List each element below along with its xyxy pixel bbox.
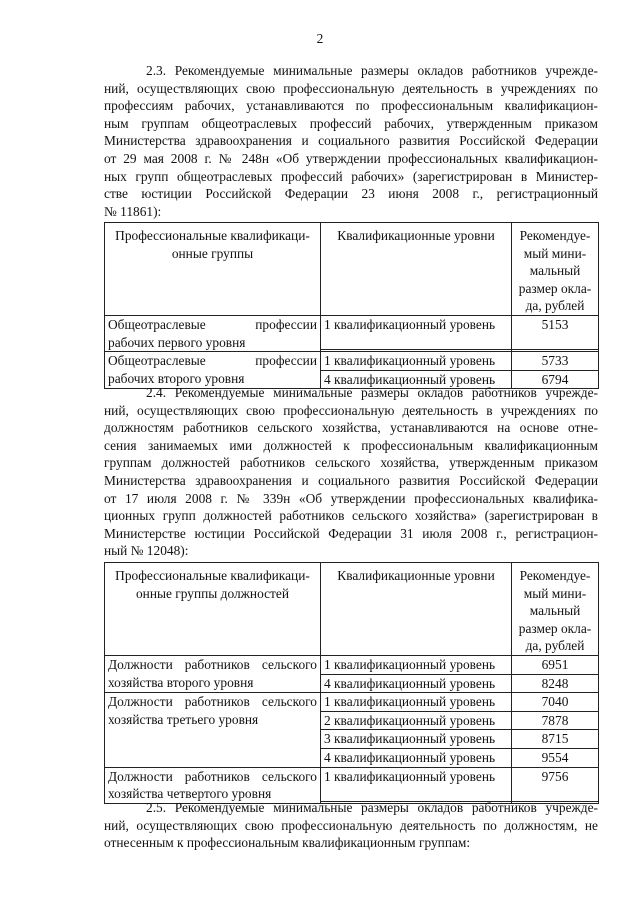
- paragraph-line: ний, осуществляющих свою профессиональную деятельность по должностям, не: [104, 817, 598, 833]
- table-row: [105, 352, 599, 371]
- paragraph-line: 2.4. Рекомендуемые минимальные размеры окладов работников учрежде-: [146, 385, 598, 400]
- header-text: онные группы должностей: [135, 585, 290, 601]
- qualification-level-cell: 2 квалификационный уровень: [321, 711, 512, 730]
- qualification-level-cell: 4 квалификационный уровень: [321, 674, 512, 693]
- qualification-level-cell: 1 квалификационный уровень: [321, 767, 512, 801]
- header-text: мый мини-: [523, 585, 587, 601]
- paragraph-line: ний, осуществляющих свою профессиональную деятельность в учреждениях по: [104, 402, 598, 418]
- paragraph-line: группам должностей работников сельского хозяйства, утвержденным приказом: [104, 455, 598, 471]
- group-name-cell: Общеотраслевые профессии рабочих второго уровня: [105, 352, 321, 389]
- header-text: онные группы: [171, 245, 254, 261]
- paragraph-line: стве юстиции Российской Федерации 23 июня 2008 г., регистрационный: [104, 186, 598, 202]
- paragraph-line: должностям работников сельского хозяйства, устанавливаются на основе отне-: [104, 420, 598, 436]
- paragraph-line: сения занимаемых ими должностей к профессиональным квалификационным: [104, 437, 598, 453]
- salary-cell: 5733: [512, 352, 599, 371]
- header-text: мальный: [529, 603, 581, 619]
- salary-table-workers: [104, 222, 599, 389]
- salary-cell: 8248: [512, 674, 599, 693]
- table-row: [105, 315, 599, 349]
- paragraph-line: 2.5. Рекомендуемые минимальные размеры окладов работников учрежде-: [146, 800, 598, 815]
- header-text: Рекомендуе-: [519, 228, 591, 243]
- header-text: мый мини-: [523, 245, 587, 261]
- paragraph-line: профессиям рабочих, устанавливаются по профессиональным квалификацион-: [104, 98, 598, 114]
- salary-cell: 6794: [512, 370, 599, 389]
- paragraph-line: Министерства здравоохранения и социального развития Российской Федерации: [104, 133, 598, 149]
- paragraph-line: ционных групп должностей работников сельского хозяйства» (зарегистрирован в: [104, 508, 598, 524]
- header-group-cell: [105, 563, 321, 656]
- paragraph-line: № 11861):: [104, 203, 162, 219]
- table-header-row: [105, 223, 599, 316]
- paragraph-2-3: [104, 62, 598, 220]
- table-header-row: [105, 563, 599, 656]
- paragraph-line: 2.3. Рекомендуемые минимальные размеры окладов работников учрежде-: [146, 63, 598, 78]
- salary-cell: 8715: [512, 730, 599, 749]
- group-name-cell: Должности работников сельского хозяйства третьего уровня: [105, 693, 321, 767]
- header-text: размер окла-: [518, 280, 592, 296]
- header-salary-cell: [512, 223, 599, 316]
- salary-table-agriculture: [104, 562, 599, 804]
- paragraph-line: отнесенным к профессиональным квалификационным группам:: [104, 835, 471, 851]
- salary-cell: 6951: [512, 655, 599, 674]
- salary-cell: 9554: [512, 748, 599, 767]
- paragraph-line: ний, осуществляющих свою профессиональную деятельность в учреждениях по: [104, 80, 598, 96]
- group-name-cell: Должности работников сельского хозяйства четвертого уровня: [105, 767, 321, 803]
- header-text: да, рублей: [525, 638, 585, 654]
- group-name-cell: Должности работников сельского хозяйства второго уровня: [105, 655, 321, 692]
- table-row: [105, 693, 599, 712]
- header-level-cell: Квалификационные уровни: [321, 563, 512, 656]
- salary-cell: 7878: [512, 711, 599, 730]
- page-number: 2: [316, 31, 324, 46]
- paragraph-line: ных групп общеотраслевых профессий рабочих» (зарегистрирован в Министер-: [104, 168, 598, 184]
- paragraph-line: Министерства здравоохранения и социального развития Российской Федерации: [104, 472, 598, 488]
- paragraph-line: Министерстве юстиции Российской Федерации 31 июля 2008 г., регистрацион-: [104, 525, 598, 541]
- paragraph-2-5: [104, 799, 598, 852]
- header-text: размер окла-: [518, 620, 592, 636]
- header-text: мальный: [529, 263, 581, 279]
- header-text: Профессиональные квалификаци-: [115, 568, 310, 583]
- paragraph-2-4: [104, 384, 598, 560]
- group-name-cell: Общеотраслевые профессии рабочих первого уровня: [105, 315, 321, 351]
- qualification-level-cell: 1 квалификационный уровень: [321, 655, 512, 674]
- salary-cell: 7040: [512, 693, 599, 712]
- qualification-level-cell: 1 квалификационный уровень: [321, 315, 512, 349]
- paragraph-line: от 17 июля 2008 г. № 339н «Об утверждении профессиональных квалифика-: [104, 490, 598, 506]
- header-text: Рекомендуе-: [519, 568, 591, 583]
- table-row: [105, 767, 599, 801]
- paragraph-line: ным группам общеотраслевых профессий рабочих, утвержденным приказом: [104, 115, 598, 131]
- table-row: [105, 655, 599, 674]
- header-text: Профессиональные квалификаци-: [115, 228, 310, 243]
- paragraph-line: от 29 мая 2008 г. № 248н «Об утверждении профессиональных квалификацион-: [104, 150, 598, 166]
- qualification-level-cell: 4 квалификационный уровень: [321, 370, 512, 389]
- header-level-cell: Квалификационные уровни: [321, 223, 512, 316]
- header-group-cell: [105, 223, 321, 316]
- qualification-level-cell: 1 квалификационный уровень: [321, 352, 512, 371]
- qualification-level-cell: 4 квалификационный уровень: [321, 748, 512, 767]
- qualification-level-cell: 3 квалификационный уровень: [321, 730, 512, 749]
- salary-cell: 5153: [512, 315, 599, 349]
- header-salary-cell: [512, 563, 599, 656]
- qualification-level-cell: 1 квалификационный уровень: [321, 693, 512, 712]
- salary-cell: 9756: [512, 767, 599, 801]
- paragraph-line: ный № 12048):: [104, 543, 189, 559]
- header-text: да, рублей: [525, 298, 585, 314]
